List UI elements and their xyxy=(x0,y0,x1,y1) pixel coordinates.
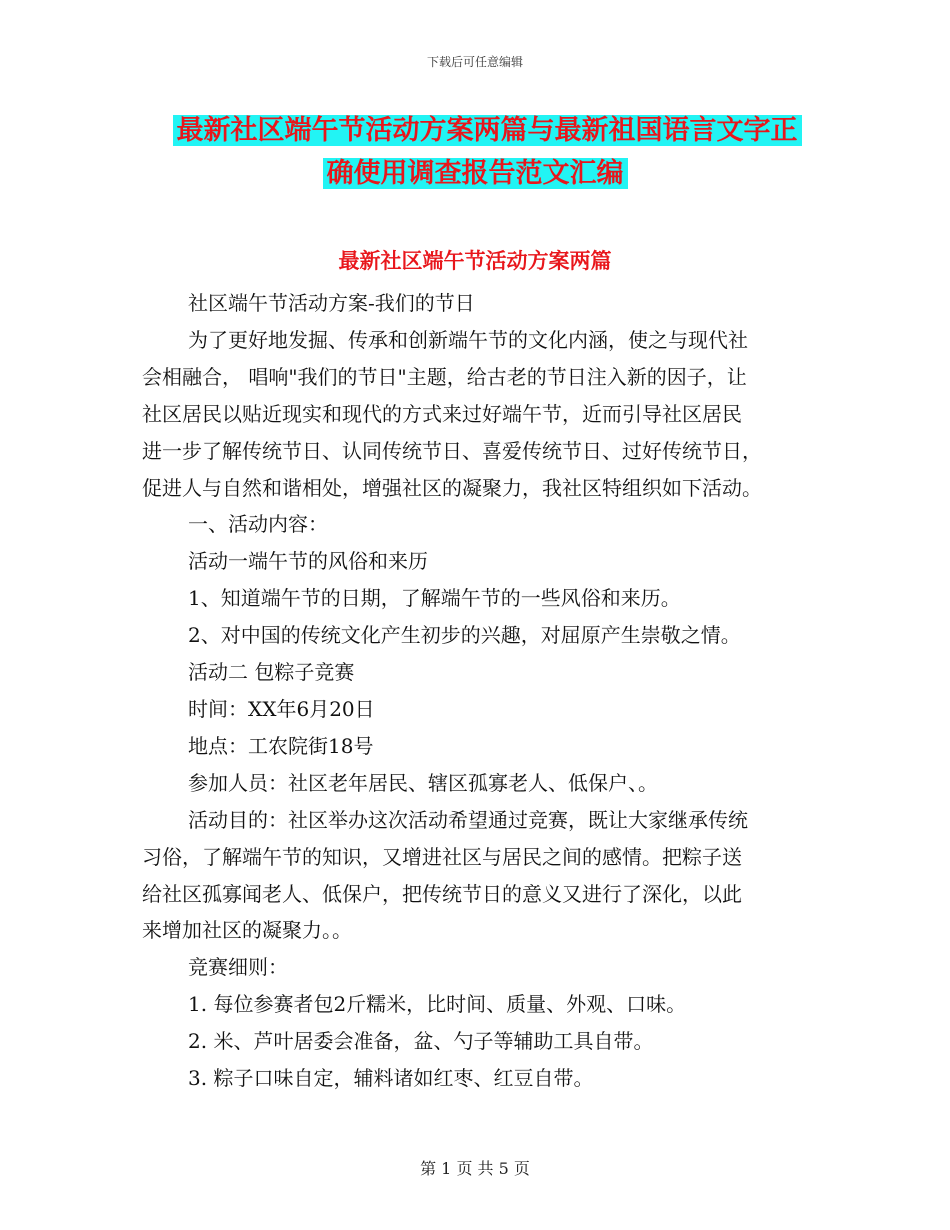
paragraph-line: 促进人与自然和谐相处，增强社区的凝聚力，我社区特组织如下活动。 xyxy=(142,475,762,500)
paragraph-line: 为了更好地发掘、传承和创新端午节的文化内涵，使之与现代社 xyxy=(188,327,748,352)
document-title-line-1: 最新社区端午节活动方案两篇与最新祖国语言文字正 xyxy=(12,112,950,149)
paragraph-line: 2、对中国的传统文化产生初步的兴趣，对屈原产生崇敬之情。 xyxy=(188,623,741,648)
paragraph-line: 一、活动内容： xyxy=(188,512,328,537)
paragraph-line: 习俗，了解端午节的知识，又增进社区与居民之间的感情。把粽子送 xyxy=(142,844,742,869)
paragraph-line: 给社区孤寡闻老人、低保户，把传统节日的意义又进行了深化，以此 xyxy=(142,881,742,906)
paragraph-line: 来增加社区的凝聚力。。 xyxy=(142,918,352,943)
page-footer: 第 1 页 共 5 页 xyxy=(420,1159,530,1178)
paragraph-line: 地点：工农院街18号 xyxy=(188,733,374,758)
paragraph-line: 会相融合， 唱响"我们的节日"主题，给古老的节日注入新的因子，让 xyxy=(142,364,747,389)
body-text xyxy=(142,285,807,1097)
paragraph-line: 竞赛细则： xyxy=(188,955,288,980)
paragraph-line: 时间：XX年6月20日 xyxy=(188,696,375,721)
paragraph-line: 1. 每位参赛者包2斤糯米，比时间、质量、外观、口味。 xyxy=(188,992,687,1017)
paragraph-line: 3. 粽子口味自定，辅料诸如红枣、红豆自带。 xyxy=(188,1066,594,1091)
paragraph-line: 活动一端午节的风俗和来历 xyxy=(188,549,428,574)
paragraph-line: 活动二 包粽子竞赛 xyxy=(188,660,355,685)
paragraph-line: 社区端午节活动方案-我们的节日 xyxy=(188,291,475,315)
section-title: 最新社区端午节活动方案两篇 xyxy=(338,249,612,273)
paragraph-line: 社区居民以贴近现实和现代的方式来过好端午节，近而引导社区居民 xyxy=(142,401,742,426)
paragraph-line: 2. 米、芦叶居委会准备，盆、勺子等辅助工具自带。 xyxy=(188,1029,654,1054)
paragraph-line: 进一步了解传统节日、认同传统节日、喜爱传统节日、过好传统节日， xyxy=(142,438,762,463)
paragraph-line: 参加人员：社区老年居民、辖区孤寡老人、低保户、。 xyxy=(188,770,658,795)
document-title-line-2: 确使用调查报告范文汇编 xyxy=(0,155,950,192)
header-note: 下载后可任意编辑 xyxy=(426,55,523,69)
paragraph-line: 1、知道端午节的日期，了解端午节的一些风俗和来历。 xyxy=(188,586,681,611)
paragraph-line: 活动目的：社区举办这次活动希望通过竞赛，既让大家继承传统 xyxy=(188,807,748,832)
